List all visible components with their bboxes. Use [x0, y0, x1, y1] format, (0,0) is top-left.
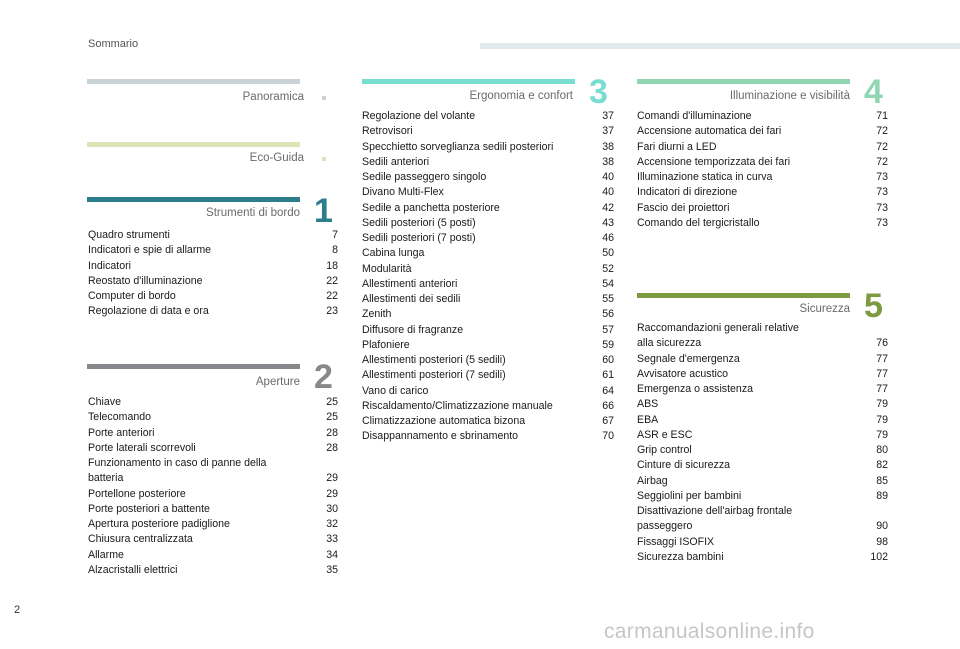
toc-entry-label: Sicurezza bambini — [637, 550, 724, 563]
toc-entry-label: Computer di bordo — [88, 290, 176, 302]
toc-entry-label: Porte posteriori a battente — [88, 502, 210, 515]
panoramica-bar — [87, 79, 300, 84]
toc-entry-page: 89 — [876, 489, 888, 502]
strumenti-number: 1 — [314, 192, 333, 230]
toc-entry[interactable] — [637, 550, 888, 565]
toc-entry[interactable] — [362, 216, 614, 231]
toc-entry-label: Chiave — [88, 396, 121, 408]
toc-entry[interactable] — [637, 201, 888, 216]
toc-entry-page: 40 — [602, 171, 614, 183]
toc-entry-page: 98 — [876, 535, 888, 548]
toc-entry[interactable] — [362, 384, 614, 399]
toc-entry-label: Porte anteriori — [88, 426, 155, 439]
toc-entry-label: Indicatori di direzione — [637, 186, 738, 199]
toc-entry-label: Specchietto sorveglianza sedili posteriori — [362, 140, 554, 153]
toc-entry-page: 37 — [602, 125, 614, 138]
eco-guida-marker — [322, 157, 326, 161]
toc-entry[interactable] — [362, 140, 614, 155]
toc-entry[interactable] — [637, 367, 888, 382]
toc-entry-label: Allestimenti posteriori (7 sedili) — [362, 369, 506, 382]
panoramica-title[interactable]: Panoramica — [242, 91, 304, 103]
toc-entry-label: Accensione automatica dei fari — [637, 125, 782, 138]
toc-entry[interactable] — [362, 292, 614, 307]
toc-entry-label: Zenith — [362, 308, 392, 321]
toc-entry[interactable] — [362, 323, 614, 338]
toc-entry-label: Airbag — [637, 474, 668, 487]
toc-entry-page: 59 — [602, 338, 614, 351]
toc-entry-page: 60 — [602, 354, 614, 366]
toc-entry[interactable] — [637, 155, 888, 170]
toc-entry-page: 18 — [326, 259, 338, 272]
toc-entry[interactable] — [362, 277, 614, 292]
toc-entry-label: Funzionamento in caso di panne della batteria — [88, 457, 267, 485]
toc-entry-label: Allarme — [88, 548, 124, 561]
toc-entry-page: 72 — [876, 140, 888, 153]
toc-entry-page: 25 — [326, 396, 338, 408]
toc-entry-label: Sedili posteriori (7 posti) — [362, 232, 476, 244]
toc-entry[interactable] — [637, 489, 888, 504]
toc-entry-page: 56 — [602, 308, 614, 321]
toc-entry[interactable] — [88, 502, 338, 517]
toc-entry-page: 82 — [876, 459, 888, 472]
toc-entry[interactable] — [362, 170, 614, 185]
toc-entry[interactable] — [88, 563, 338, 578]
toc-entry[interactable] — [88, 410, 338, 425]
toc-entry-page: 50 — [602, 247, 614, 260]
toc-entry-label: Indicatori — [88, 259, 131, 272]
toc-entry-label: Climatizzazione automatica bizona — [362, 415, 526, 427]
toc-entry-label: Raccomandazioni generali relative alla sicurezza — [637, 322, 799, 350]
toc-entry[interactable] — [362, 201, 614, 216]
toc-entry[interactable] — [637, 504, 888, 535]
aperture-title[interactable]: Aperture — [255, 376, 300, 388]
toc-entry-page: 33 — [326, 533, 338, 546]
toc-entry-label: Plafoniere — [362, 338, 410, 351]
toc-entry-page: 73 — [876, 216, 888, 229]
toc-entry-label: Alzacristalli elettrici — [88, 563, 178, 576]
toc-entry[interactable] — [637, 124, 888, 139]
toc-entry[interactable] — [362, 185, 614, 200]
toc-entry[interactable] — [362, 399, 614, 414]
toc-entry-label: Comandi d'illuminazione — [637, 110, 752, 122]
toc-entry-page: 40 — [602, 186, 614, 199]
toc-entry-label: Indicatori e spie di allarme — [88, 244, 212, 257]
toc-entry-page: 77 — [876, 383, 888, 395]
toc-entry[interactable] — [637, 428, 888, 443]
toc-entry[interactable] — [637, 185, 888, 200]
toc-entry-label: Sedile a panchetta posteriore — [362, 201, 500, 214]
toc-entry-label: Allestimenti dei sedili — [362, 293, 461, 305]
toc-entry[interactable] — [88, 304, 338, 319]
toc-entry[interactable] — [362, 353, 614, 368]
toc-entry[interactable] — [637, 458, 888, 473]
toc-entry[interactable] — [88, 228, 338, 243]
toc-entry[interactable] — [362, 414, 614, 429]
toc-entry[interactable] — [637, 352, 888, 367]
aperture-bar — [87, 364, 300, 369]
toc-entry-page: 76 — [876, 337, 888, 350]
toc-entry-page: 77 — [876, 352, 888, 365]
toc-entry-label: Comando del tergicristallo — [637, 216, 760, 229]
toc-entry-label: Regolazione del volante — [362, 110, 476, 122]
toc-entry-label: Vano di carico — [362, 384, 429, 397]
toc-entry-page: 30 — [326, 502, 338, 515]
toc-entry-page: 85 — [876, 474, 888, 487]
toc-entry[interactable] — [88, 274, 338, 289]
toc-entry[interactable] — [88, 259, 338, 274]
toc-entry-page: 57 — [602, 323, 614, 336]
toc-entry-label: ABS — [637, 398, 659, 411]
sicurezza-number: 5 — [864, 287, 883, 325]
toc-entry[interactable] — [637, 474, 888, 489]
toc-entry[interactable] — [637, 109, 888, 124]
toc-entry[interactable] — [362, 368, 614, 383]
toc-entry-label: Sedili anteriori — [362, 155, 430, 168]
toc-entry-label: Sedile passeggero singolo — [362, 171, 487, 183]
toc-entry[interactable] — [637, 382, 888, 397]
toc-entry[interactable] — [637, 321, 888, 352]
toc-entry-label: EBA — [637, 413, 659, 426]
toc-entry-page: 73 — [876, 201, 888, 214]
toc-entry-label: Accensione temporizzata dei fari — [637, 155, 791, 168]
ergonomia-entry-list — [362, 109, 614, 445]
toc-entry[interactable] — [88, 426, 338, 441]
eco-guida-title[interactable]: Eco-Guida — [249, 152, 304, 164]
toc-entry[interactable] — [88, 548, 338, 563]
toc-entry-label: Cinture di sicurezza — [637, 459, 731, 472]
toc-entry[interactable] — [88, 441, 338, 456]
toc-entry-page: 46 — [602, 232, 614, 244]
toc-entry-label: Riscaldamento/Climatizzazione manuale — [362, 399, 553, 412]
toc-entry-label: Sedili posteriori (5 posti) — [362, 216, 476, 229]
ergonomia-number: 3 — [589, 73, 608, 111]
toc-entry-label: Disattivazione dell'airbag frontale passeggero — [637, 505, 793, 533]
toc-entry-page: 23 — [326, 305, 338, 318]
toc-entry[interactable] — [362, 338, 614, 353]
toc-entry[interactable] — [637, 170, 888, 185]
toc-entry[interactable] — [88, 532, 338, 547]
page-header-title: Sommario — [88, 38, 139, 50]
toc-entry-page: 34 — [326, 548, 338, 561]
toc-entry-page: 79 — [876, 413, 888, 426]
aperture-entry-list — [88, 395, 338, 578]
toc-entry-page: 66 — [602, 399, 614, 412]
toc-entry-page: 7 — [332, 229, 338, 241]
toc-entry-page: 25 — [326, 411, 338, 424]
toc-entry[interactable] — [88, 395, 338, 410]
toc-entry[interactable] — [362, 429, 614, 444]
panoramica-marker — [322, 96, 326, 100]
toc-entry-label: Allestimenti anteriori — [362, 277, 458, 290]
toc-entry-page: 42 — [602, 201, 614, 214]
toc-entry-label: Regolazione di data e ora — [88, 305, 209, 318]
ergonomia-bar — [362, 79, 575, 84]
sicurezza-title[interactable]: Sicurezza — [799, 303, 850, 315]
toc-entry[interactable] — [88, 243, 338, 258]
toc-entry[interactable] — [362, 262, 614, 277]
toc-entry-page: 73 — [876, 171, 888, 183]
toc-entry[interactable] — [362, 307, 614, 322]
toc-entry-page: 90 — [876, 520, 888, 533]
toc-entry-page: 72 — [876, 125, 888, 138]
toc-entry-page: 35 — [326, 563, 338, 576]
toc-entry-page: 64 — [602, 384, 614, 397]
toc-entry-page: 54 — [602, 277, 614, 290]
strumenti-bar — [87, 197, 300, 202]
toc-entry-label: Emergenza o assistenza — [637, 383, 754, 395]
toc-entry-page: 79 — [876, 428, 888, 441]
toc-entry[interactable] — [637, 413, 888, 428]
toc-entry-page: 8 — [332, 244, 338, 257]
toc-entry-page: 29 — [326, 487, 338, 500]
illuminazione-number: 4 — [864, 73, 883, 111]
toc-entry-label: Portellone posteriore — [88, 487, 186, 500]
toc-entry-label: Divano Multi-Flex — [362, 186, 444, 199]
illuminazione-entry-list — [637, 109, 888, 231]
toc-entry-label: Chiusura centralizzata — [88, 533, 193, 546]
strumenti-title[interactable]: Strumenti di bordo — [206, 207, 300, 219]
toc-entry[interactable] — [88, 456, 338, 487]
toc-entry[interactable] — [637, 535, 888, 550]
strumenti-entry-list — [88, 228, 338, 320]
toc-entry-label: Allestimenti posteriori (5 sedili) — [362, 354, 506, 366]
page-number: 2 — [14, 604, 21, 616]
illuminazione-title[interactable]: Illuminazione e visibilità — [729, 90, 850, 102]
toc-entry-label: Fascio dei proiettori — [637, 201, 730, 214]
toc-entry-page: 73 — [876, 186, 888, 199]
toc-entry-page: 79 — [876, 398, 888, 411]
toc-entry-page: 61 — [602, 369, 614, 382]
toc-entry[interactable] — [362, 124, 614, 139]
toc-entry-label: Retrovisori — [362, 125, 413, 138]
toc-entry-label: Modularità — [362, 262, 412, 275]
toc-entry[interactable] — [637, 216, 888, 231]
sicurezza-entry-list — [637, 321, 888, 565]
toc-entry[interactable] — [362, 155, 614, 170]
toc-entry[interactable] — [637, 140, 888, 155]
toc-entry-label: Quadro strumenti — [88, 229, 170, 241]
toc-entry-page: 77 — [876, 367, 888, 380]
toc-entry-label: Apertura posteriore padiglione — [88, 518, 230, 530]
toc-entry-page: 71 — [876, 110, 888, 122]
toc-entry-label: Reostato d'illuminazione — [88, 274, 203, 287]
toc-entry-label: Fissaggi ISOFIX — [637, 535, 715, 548]
toc-entry-label: Porte laterali scorrevoli — [88, 441, 196, 454]
toc-entry[interactable] — [88, 517, 338, 532]
sicurezza-bar — [637, 293, 850, 298]
toc-entry[interactable] — [88, 487, 338, 502]
toc-entry-page: 29 — [326, 472, 338, 485]
toc-entry-page: 43 — [602, 216, 614, 229]
aperture-number: 2 — [314, 358, 333, 396]
toc-entry-label: Avvisatore acustico — [637, 367, 729, 380]
toc-entry-page: 80 — [876, 444, 888, 456]
illuminazione-bar — [637, 79, 850, 84]
toc-entry[interactable] — [637, 397, 888, 412]
toc-entry-label: Disappannamento e sbrinamento — [362, 430, 519, 443]
toc-entry-page: 72 — [876, 155, 888, 168]
toc-entry-page: 52 — [602, 262, 614, 275]
toc-entry-page: 22 — [326, 290, 338, 302]
toc-entry-page: 67 — [602, 415, 614, 427]
toc-entry-page: 32 — [326, 518, 338, 530]
toc-entry-label: Telecomando — [88, 411, 152, 424]
toc-entry-page: 55 — [602, 293, 614, 305]
toc-entry-page: 28 — [326, 441, 338, 454]
toc-entry-page: 22 — [326, 274, 338, 287]
toc-entry-page: 38 — [602, 140, 614, 153]
toc-entry-page: 28 — [326, 426, 338, 439]
toc-entry-label: Illuminazione statica in curva — [637, 171, 773, 183]
toc-entry-page: 37 — [602, 110, 614, 122]
toc-entry-label: Diffusore di fragranze — [362, 323, 464, 336]
eco-guida-bar — [87, 142, 300, 147]
toc-entry-page: 102 — [870, 550, 888, 563]
ergonomia-title[interactable]: Ergonomia e confort — [469, 90, 573, 102]
header-bar — [480, 43, 960, 49]
toc-entry-label: Seggiolini per bambini — [637, 489, 742, 502]
toc-entry-page: 38 — [602, 155, 614, 168]
toc-entry-label: Cabina lunga — [362, 247, 425, 260]
toc-entry-label: Grip control — [637, 444, 692, 456]
toc-entry-label: Fari diurni a LED — [637, 140, 717, 153]
toc-entry[interactable] — [362, 109, 614, 124]
toc-entry-label: Segnale d'emergenza — [637, 352, 740, 365]
toc-entry-page: 70 — [602, 430, 614, 443]
toc-entry[interactable] — [362, 231, 614, 246]
toc-entry[interactable] — [362, 246, 614, 261]
toc-entry-label: ASR e ESC — [637, 428, 693, 441]
toc-entry[interactable] — [88, 289, 338, 304]
toc-entry[interactable] — [637, 443, 888, 458]
watermark: carmanualsonline.info — [604, 620, 815, 643]
